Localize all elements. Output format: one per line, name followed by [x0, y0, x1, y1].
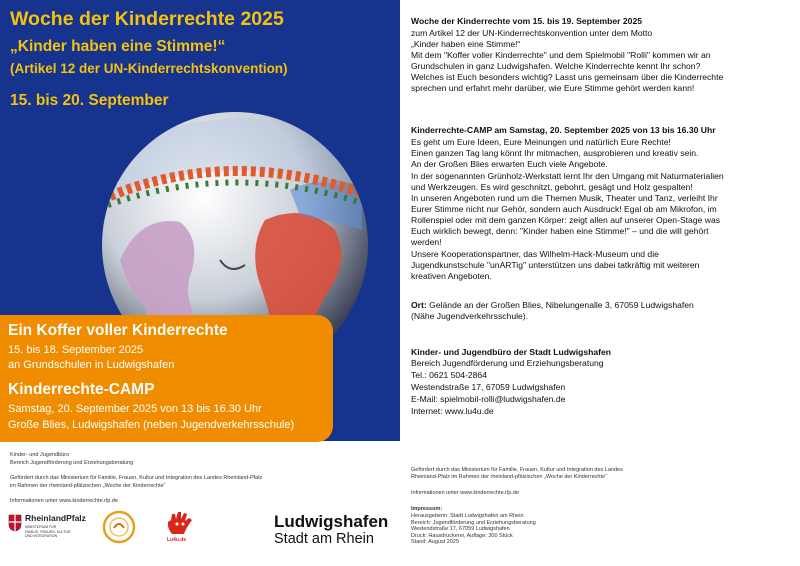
- camp-line-11: Unsere Kooperationspartner, das Wilhelm-Hack-Museum und die: [411, 249, 659, 259]
- city-name: Ludwigshafen: [274, 512, 389, 531]
- camp-line-3: An der Großen Blies erwarten Euch viele Angebote.: [411, 159, 608, 169]
- lu4u-logo: [162, 510, 196, 546]
- location-label: Ort:: [411, 300, 427, 310]
- intro-line-6: sprechen und erfahrt mehr darüber, wie Eure Stimme gehört werden kann!: [411, 83, 695, 93]
- woche-der-kinderrechte-logo: [102, 510, 136, 544]
- box-line-4: Große Blies, Ludwigshafen (neben Jugendverkehrsschule): [8, 419, 295, 431]
- camp-line-12: Jugendkunstschule "unARTig" unterstützen uns dabei tatkräftig mit weiteren: [411, 260, 700, 270]
- camp-line-2: Einen ganzen Tag lang könnt Ihr mitmachen, ausprobieren und kreativ sein.: [411, 148, 699, 158]
- impressum-print: Druck: Hausdruckerei, Auflage: 300 Stück: [411, 532, 513, 539]
- rlp-name: RheinlandPfalz: [25, 513, 86, 523]
- rlp-ministry-text: MINISTERIUM FÜR FAMILIE, FRAUEN, KULTUR UND INTEGRATION: [25, 525, 71, 538]
- intro-line-1: zum Artikel 12 der UN-Kinderrechtskonvention unter dem Motto: [411, 28, 653, 38]
- cover-article: (Artikel 12 der UN-Kinderrechtskonvention): [10, 61, 288, 76]
- intro-line-5: Welches ist Euch besonders wichtig? Lasst uns gemeinsam über die Kinderrechte: [411, 72, 724, 82]
- box-heading-1: Ein Koffer voller Kinderrechte: [8, 322, 228, 339]
- cover-dates: 15. bis 20. September: [10, 92, 169, 109]
- funding-line-1: Gefördert durch das Ministerium für Familie, Frauen, Kultur und Integration des Landes: [411, 467, 623, 473]
- box-line-1: 15. bis 18. September 2025: [8, 344, 144, 356]
- location-address: Gelände an der Großen Blies, Nibelungenalle 3, 67059 Ludwigshafen: [426, 300, 694, 310]
- funding-line-2: Rheinland-Pfalz im Rahmen der rheinland-pfälzischen „Woche der Kinderrechte“: [411, 474, 607, 480]
- impressum-department: Bereich: Jugendförderung und Erziehungsberatung: [411, 519, 536, 526]
- location-line: [411, 300, 694, 311]
- camp-line-7: Eurer Stimme nicht nur Gehör, sondern auch Ausdruck! Egal ob am Mikrofon, im: [411, 204, 717, 214]
- right-panel: [400, 0, 800, 566]
- impressum-publisher: Herausgeberin: Stadt Ludwigshafen am Rhein: [411, 513, 524, 519]
- camp-heading: Kinderrechte-CAMP am Samstag, 20. September 2025 von 13 bis 16.30 Uhr: [411, 125, 716, 135]
- funding-line-1: Gefördert durch das Ministerium für Familie, Frauen, Kultur und Integration des Landes Rheinland-Pfalz: [10, 475, 263, 481]
- orange-info-box: [0, 315, 333, 442]
- rlp-ministry-logo: [8, 512, 88, 546]
- contact-email: E-Mail: spielmobil-rolli@ludwigshafen.de: [411, 394, 566, 404]
- cover-title: Woche der Kinderrechte 2025: [10, 8, 284, 30]
- intro-heading: Woche der Kinderrechte vom 15. bis 19. September 2025: [411, 16, 643, 26]
- hand-icon: [164, 510, 194, 536]
- funding-line-2: im Rahmen der rheinland-pfälzischen „Woche der Kinderrechte“: [10, 483, 166, 489]
- intro-line-3: Mit dem "Koffer voller Kinderrechte" und dem Spielmobil "Rolli" kommen wir an: [411, 50, 711, 60]
- intro-line-4: Grundschulen in ganz Ludwigshafen. Welche Kinderrechte kennt Ihr schon?: [411, 61, 701, 71]
- contact-heading: Kinder- und Jugendbüro der Stadt Ludwigshafen: [411, 347, 612, 357]
- camp-line-6: In unseren Angeboten rund um die Themen Musik, Theater und Tanz, verleiht Ihr: [411, 193, 718, 203]
- contact-website: Internet: www.lu4u.de: [411, 406, 494, 416]
- camp-line-10: werden!: [411, 237, 442, 247]
- box-heading-2: Kinderrechte-CAMP: [8, 381, 155, 398]
- box-line-2: an Grundschulen in Ludwigshafen: [8, 359, 175, 371]
- camp-line-5: und Werkzeugen. Es wird geschnitzt, gebohrt, gesägt und Holz gespalten!: [411, 182, 693, 192]
- camp-line-8: Rollenspiel oder mit dem ganzen Körper: zeigt allen auf unserer Open-Stage was: [411, 215, 721, 225]
- camp-line-9: Euch wirklich bewegt, denn: "Kinder haben eine Stimme!" – und die will gehört: [411, 226, 709, 236]
- lu4u-text: Lu4u.de: [167, 537, 187, 543]
- cover-motto: „Kinder haben eine Stimme!“: [10, 38, 226, 55]
- rlp-crest-icon: [8, 514, 22, 532]
- contact-department: Bereich Jugendförderung und Erziehungsberatung: [411, 358, 604, 368]
- contact-address: Westendstraße 17, 67059 Ludwigshafen: [411, 382, 566, 392]
- camp-line-4: In der sogenannten Grünholz-Werkstatt lernt Ihr den Umgang mit Naturmaterialien: [411, 171, 724, 181]
- office-name: Kinder- und Jugendbüro: [10, 452, 70, 458]
- ludwigshafen-city-logo: [274, 513, 388, 547]
- camp-line-1: Es geht um Eure Ideen, Eure Meinungen und natürlich Eure Rechte!: [411, 137, 671, 147]
- impressum-address: Westendstraße 17, 67059 Ludwigshafen: [411, 526, 510, 532]
- impressum-date: Stand: August 2025: [411, 539, 460, 545]
- intro-line-2: „Kinder haben eine Stimme!“: [411, 39, 521, 49]
- box-line-3: Samstag, 20. September 2025 von 13 bis 16.30 Uhr: [8, 403, 262, 415]
- camp-line-13: kreativen Angeboten.: [411, 271, 492, 281]
- info-link: Informationen unter www.kinderrechte.rlp.de: [411, 490, 519, 496]
- impressum-heading: Impressum:: [411, 506, 443, 512]
- info-link: Informationen unter www.kinderrechte.rlp.de: [10, 498, 118, 504]
- office-department: Bereich Jugendförderung und Erziehungsberatung: [10, 460, 134, 466]
- city-subtitle: Stadt am Rhein: [274, 531, 374, 547]
- location-note: (Nähe Jugendverkehrsschule).: [411, 311, 529, 321]
- contact-phone: Tel.: 0621 504-2864: [411, 370, 487, 380]
